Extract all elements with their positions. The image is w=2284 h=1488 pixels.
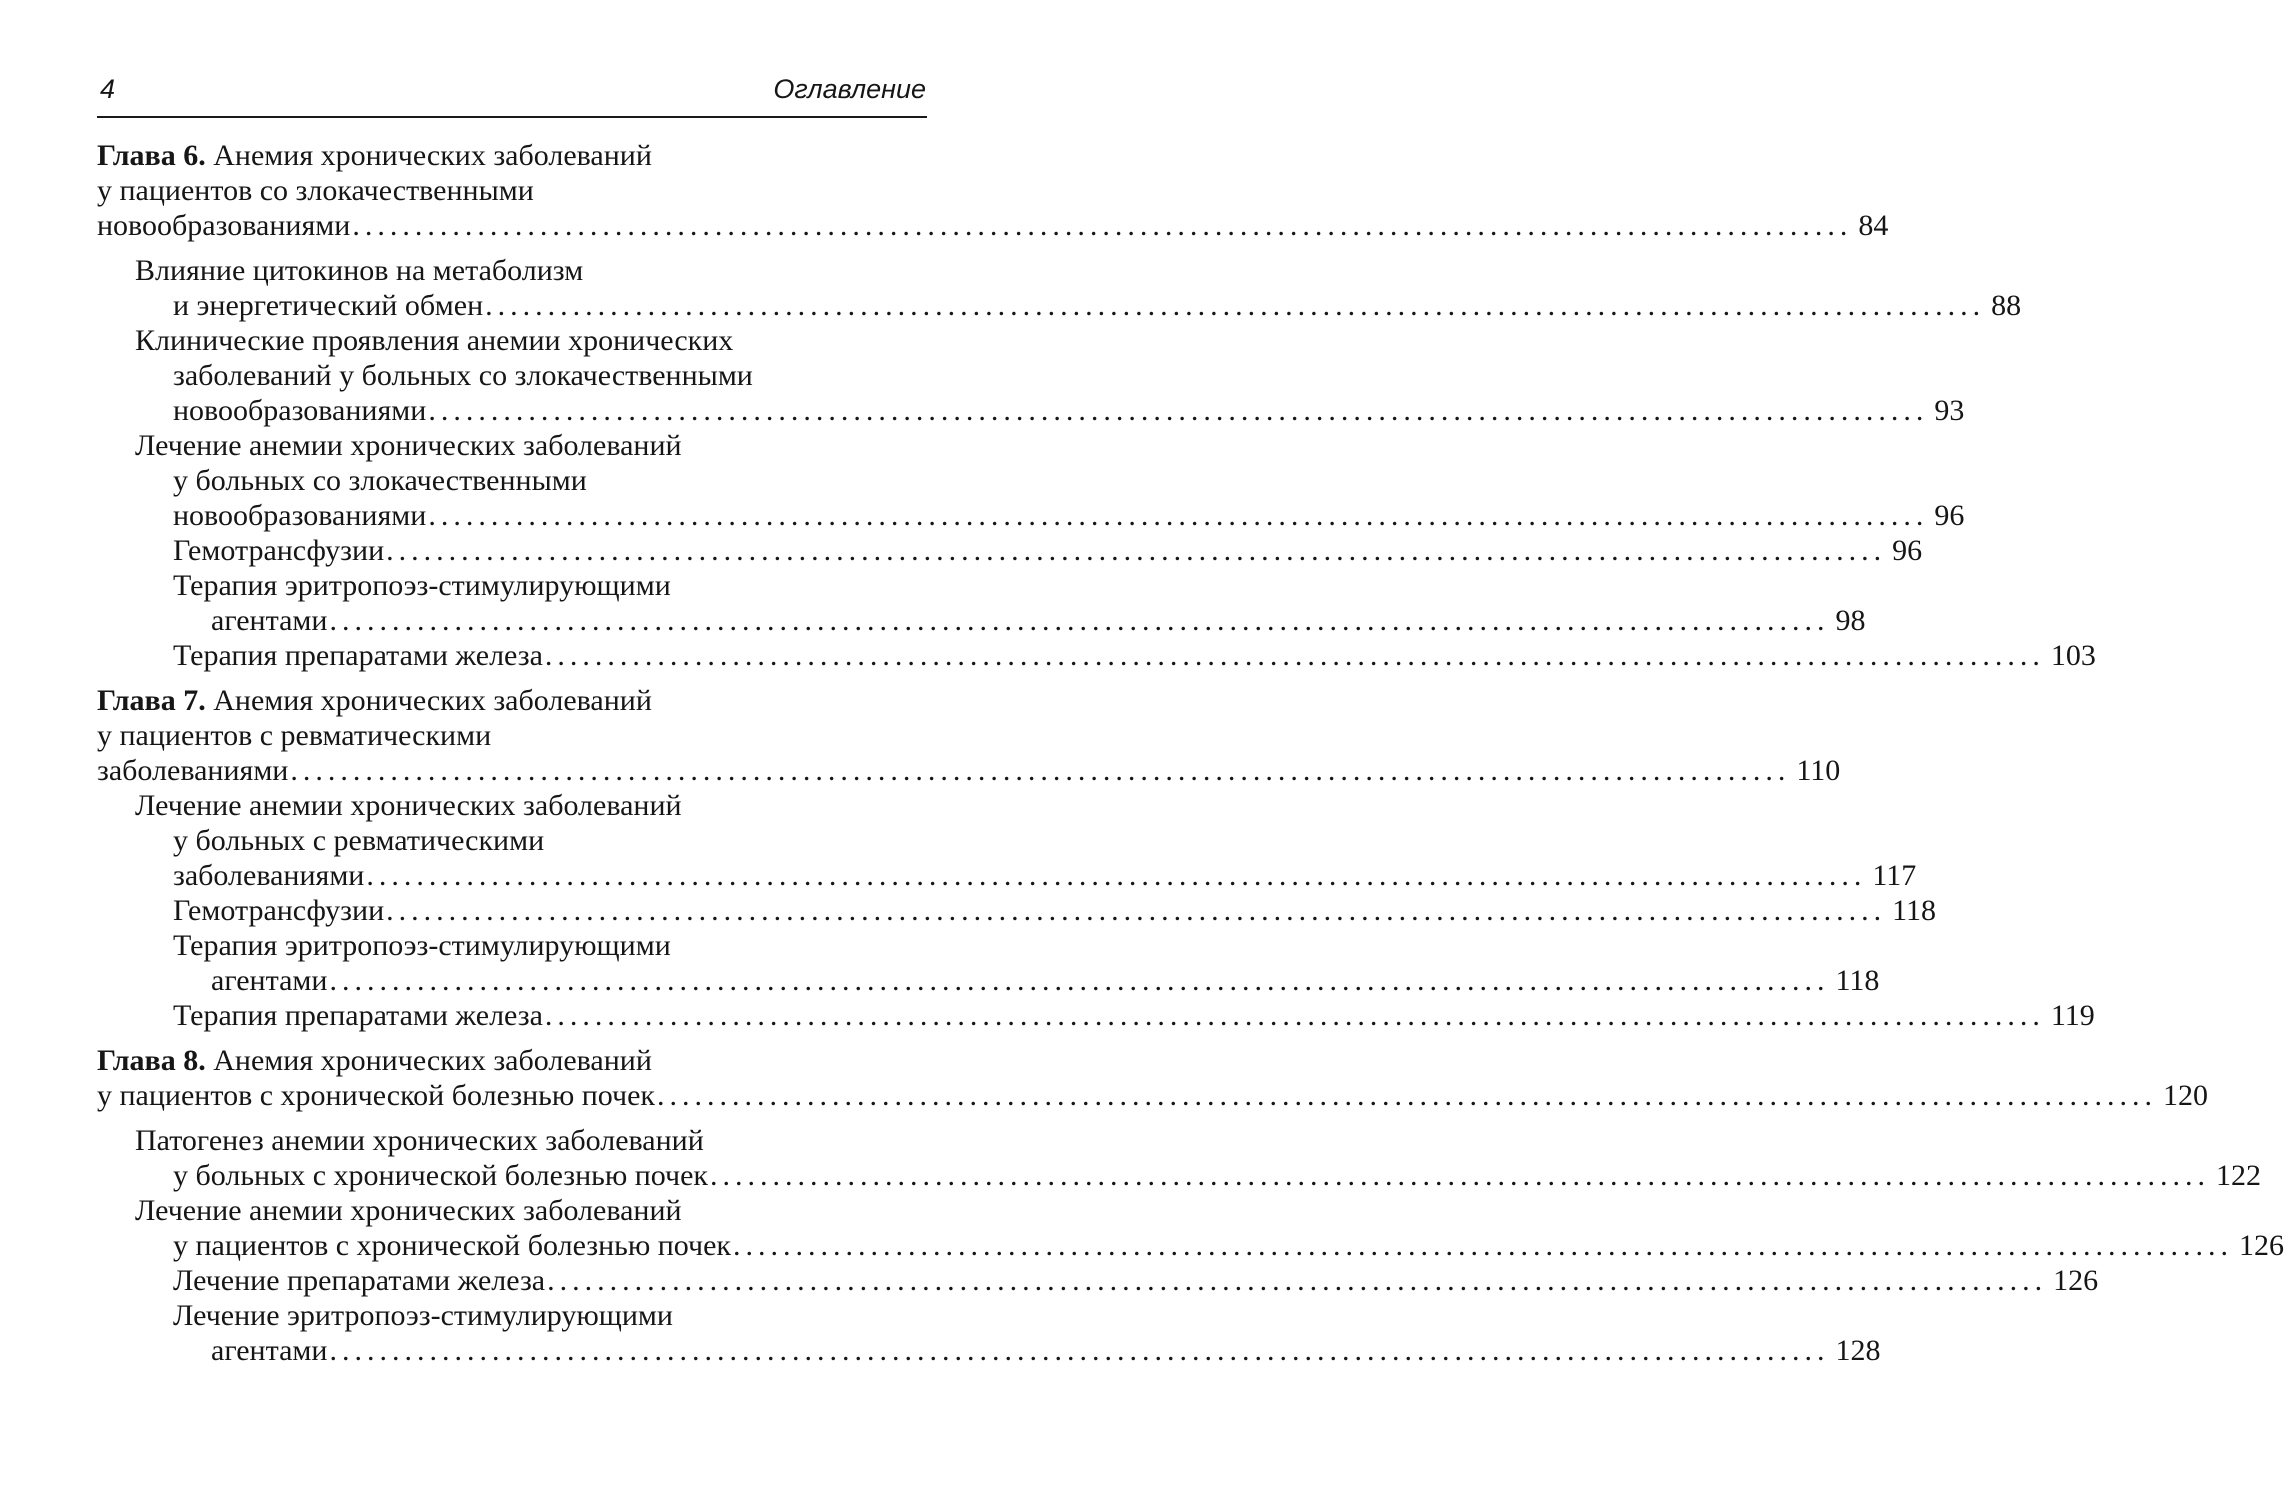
toc-entry-text: новообразованиями: [173, 499, 427, 532]
page-number: 4: [100, 74, 116, 104]
toc-entry-text: Лечение анемии хронических заболеваний: [135, 429, 682, 462]
toc-entry-text: Лечение анемии хронических заболеваний: [135, 789, 682, 822]
dot-leader: ........................................................................................................................: [544, 639, 2045, 672]
page-ref: 118: [1835, 964, 1880, 997]
dot-leader: ........................................................................................................................: [428, 394, 1929, 427]
toc-entry-text: Патогенез анемии хронических заболеваний: [135, 1124, 704, 1157]
toc-entry-chapter-7[interactable]: [97, 753, 1841, 788]
page-ref: 117: [1872, 859, 1917, 892]
toc-entry-clinical[interactable]: [97, 393, 1965, 428]
page-ref: 120: [2163, 1079, 2209, 1112]
toc-entry-text: новообразованиями: [173, 394, 427, 427]
chapter-7-title-line: [97, 683, 926, 718]
page-ref: 128: [1835, 1334, 1881, 1367]
chapter-8-title-line: [97, 1043, 926, 1078]
toc-entry-text: Влияние цитокинов на метаболизм: [135, 254, 584, 287]
toc-entry-text: Терапия эритропоэз-стимулирующими: [173, 929, 671, 962]
chapter-6-title-cont: у пациентов со злокачественными: [97, 174, 534, 207]
toc-entry-text: Клинические проявления анемии хронических: [135, 324, 734, 357]
toc-entry-text: заболеваниями: [173, 859, 365, 892]
page-ref: 96: [1892, 534, 1923, 567]
page-ref: 110: [1796, 754, 1841, 787]
toc-entry-iron-8[interactable]: [97, 1263, 2099, 1298]
toc-entry-text: у пациентов с хронической болезнью почек: [173, 1229, 732, 1262]
chapter-6-label: Глава 6.: [97, 139, 206, 172]
dot-leader: ........................................................................................................................: [290, 754, 1791, 787]
dot-leader: ........................................................................................................................: [329, 964, 1830, 997]
toc-entry-text: Терапия эритропоэз-стимулирующими: [173, 569, 671, 602]
toc-entry-text: Терапия препаратами железа: [173, 639, 543, 672]
dot-leader: ........................................................................................................................: [386, 894, 1887, 927]
page-ref: 88: [1991, 289, 2022, 322]
toc-entry-transfusion-6[interactable]: [97, 533, 1923, 568]
page-ref: 98: [1835, 604, 1866, 637]
toc-entry-text: агентами: [211, 604, 328, 637]
toc-entry-iron-7[interactable]: [97, 998, 2095, 1033]
dot-leader: ........................................................................................................................: [329, 604, 1830, 637]
chapter-6-title: Анемия хронических заболеваний: [205, 139, 652, 172]
toc-entry-transfusion-7[interactable]: [97, 893, 1937, 928]
toc-entry-text: Терапия препаратами железа: [173, 999, 543, 1032]
dot-leader: ........................................................................................................................: [657, 1079, 2158, 1112]
chapter-7-label: Глава 7.: [97, 684, 206, 717]
chapter-8-label: Глава 8.: [97, 1044, 206, 1077]
toc-entry-text: заболеваний у больных со злокачественными: [173, 359, 753, 392]
running-title: Оглавление: [773, 74, 926, 104]
dot-leader: ........................................................................................................................: [329, 1334, 1830, 1367]
toc-entry-text: агентами: [211, 964, 328, 997]
toc-entry-text: у больных со злокачественными: [173, 464, 587, 497]
toc-entry-esa-6[interactable]: [97, 603, 1866, 638]
toc-entry-text: и энергетический обмен: [173, 289, 484, 322]
toc-entry-treatment-rheum[interactable]: [97, 858, 1917, 893]
chapter-8-title: Анемия хронических заболеваний: [205, 1044, 652, 1077]
chapter-7-title-cont: у пациентов с ревматическими: [97, 719, 492, 752]
toc-entry-text: заболеваниями: [97, 754, 289, 787]
toc-entry-esa-7[interactable]: [97, 963, 1880, 998]
toc-entry-text: у больных с ревматическими: [173, 824, 545, 857]
toc-entry-treatment-ckd[interactable]: [97, 1228, 2284, 1263]
dot-leader: ........................................................................................................................: [733, 1229, 2234, 1262]
toc-entry-text: у пациентов с хронической болезнью почек: [97, 1079, 656, 1112]
page-ref: 84: [1858, 209, 1889, 242]
page-ref: 126: [2053, 1264, 2099, 1297]
toc-entry-iron-6[interactable]: [97, 638, 2096, 673]
page-ref: 119: [2050, 999, 2095, 1032]
page-ref: 93: [1934, 394, 1965, 427]
dot-leader: ........................................................................................................................: [366, 859, 1867, 892]
page-ref: 126: [2239, 1229, 2284, 1262]
toc-entry-text: у больных с хронической болезнью почек: [173, 1159, 709, 1192]
table-of-contents: [97, 138, 2284, 1368]
toc-entry-text: агентами: [211, 1334, 328, 1367]
chapter-6-title-line: [97, 138, 926, 173]
toc-entry-esa-8[interactable]: [97, 1333, 1881, 1368]
dot-leader: ........................................................................................................................: [547, 1264, 2048, 1297]
toc-entry-chapter-6[interactable]: [97, 208, 1889, 243]
dot-leader: ........................................................................................................................: [485, 289, 1986, 322]
toc-entry-treatment-onc[interactable]: [97, 498, 1965, 533]
toc-entry-text: Гемотрансфузии: [173, 534, 385, 567]
toc-entry-text: новообразованиями: [97, 209, 351, 242]
toc-entry-text: Лечение эритропоэз-стимулирующими: [173, 1299, 673, 1332]
dot-leader: ........................................................................................................................: [544, 999, 2045, 1032]
dot-leader: ........................................................................................................................: [386, 534, 1887, 567]
dot-leader: ........................................................................................................................: [710, 1159, 2211, 1192]
page-ref: 118: [1892, 894, 1937, 927]
page-ref: 122: [2216, 1159, 2262, 1192]
chapter-7-title: Анемия хронических заболеваний: [205, 684, 652, 717]
page-ref: 96: [1934, 499, 1965, 532]
toc-entry-text: Лечение анемии хронических заболеваний: [135, 1194, 682, 1227]
dot-leader: ........................................................................................................................: [352, 209, 1853, 242]
running-header: [97, 70, 927, 118]
page-ref: 103: [2050, 639, 2096, 672]
toc-entry-pathogenesis[interactable]: [97, 1158, 2262, 1193]
toc-entry-chapter-8[interactable]: [97, 1078, 2209, 1113]
dot-leader: ........................................................................................................................: [428, 499, 1929, 532]
toc-entry-text: Лечение препаратами железа: [173, 1264, 546, 1297]
toc-entry-cytokines[interactable]: [97, 288, 2022, 323]
toc-entry-text: Гемотрансфузии: [173, 894, 385, 927]
